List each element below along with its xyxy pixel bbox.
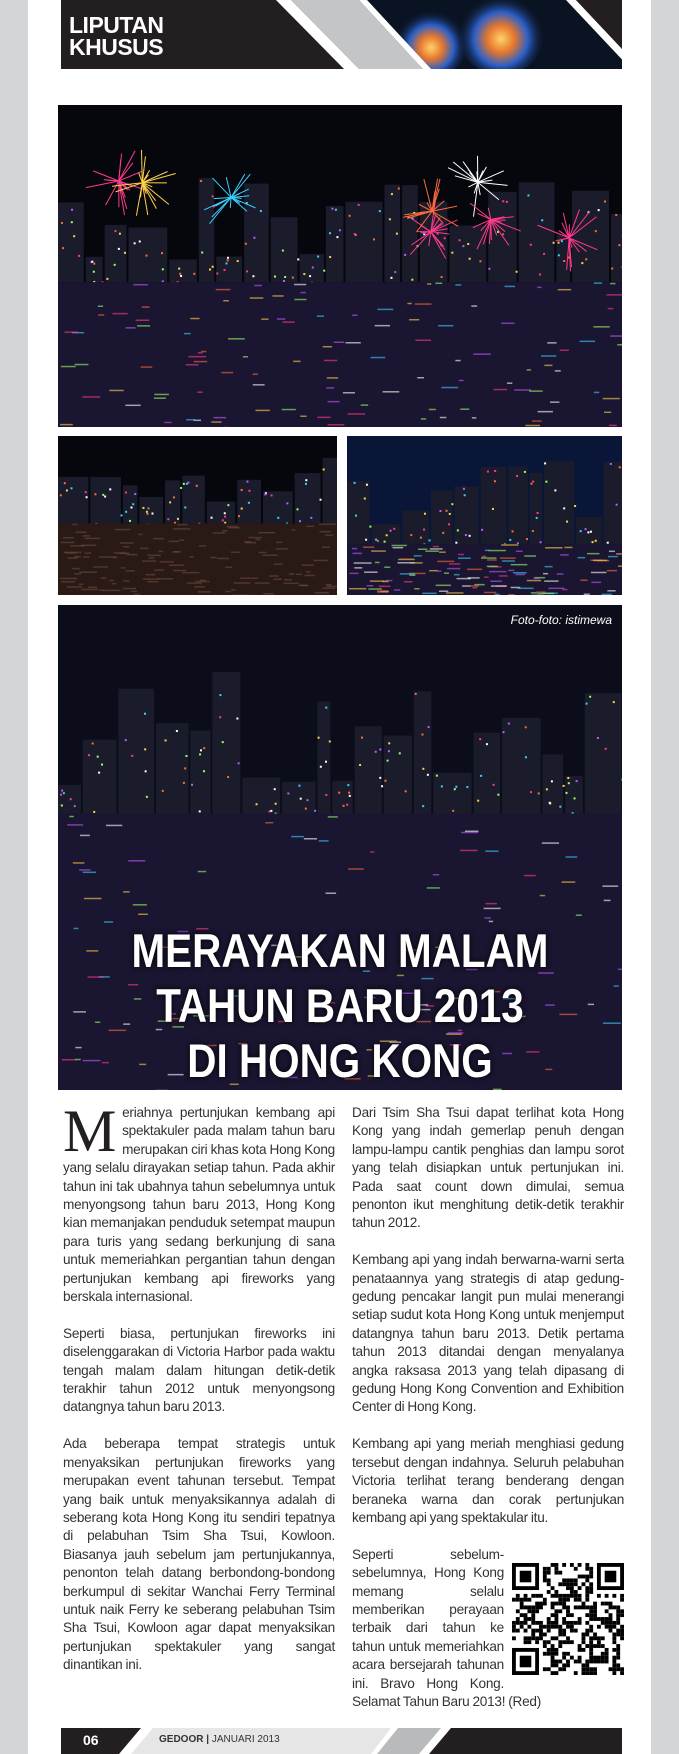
paragraph: Kembang api yang meriah menghiasi gedung tersebut dengan indahnya. Seluruh pelabuhan Victoria terlihat terang benderang dengan beraneka warna dan corak pertunjukan kembang api yang spektakular itu. bbox=[352, 1436, 624, 1525]
paragraph bbox=[63, 1098, 335, 1306]
headline-line: TAHUN BARU 2013 bbox=[156, 979, 524, 1032]
article-headline bbox=[97, 923, 582, 1088]
paragraph: Kembang api yang indah berwarna-warni serta penataannya yang strategis di atap gedung-gedung pencakar langit pun mulai menerangi setiap sudut kota Hong Kong untuk menjemput datangnya tahun baru 2013. Detik pertama tahun 2013 ditandai dengan menyalanya angka raksasa 2013 yang telah dipasang di gedung Hong Kong Convention and Exhibition Center di Hong Kong. bbox=[352, 1252, 624, 1415]
photo-fireworks-skyline bbox=[58, 105, 622, 427]
qr-code[interactable] bbox=[512, 1562, 624, 1676]
footer-magazine-issue bbox=[159, 1734, 280, 1745]
footer-graphic bbox=[61, 1728, 622, 1754]
page-footer bbox=[61, 1728, 622, 1754]
section-title-line: LIPUTAN bbox=[69, 12, 164, 38]
paragraph bbox=[352, 1546, 624, 1712]
photo-harbor bbox=[347, 436, 622, 595]
fireworks-image bbox=[58, 105, 622, 427]
magazine-page bbox=[28, 0, 651, 1754]
paragraph: Ada beberapa tempat strategis untuk menyaksikan pertunjukan fireworks yang merupakan event tahunan tersebut. Tempat yang baik untuk menyaksikannya adalah di seberang kota Hong Kong itu sendiri tepatnya di pelabuhan Tsim Sha Tsui, Kowloon. Biasanya jauh sebelum jam pertunjukannya, penonton telah datang berbondong-bondong berkumpul di sekitar Wanchai Ferry Terminal untuk naik Ferry ke seberang pelabuhan Tsim Sha Tsui, Kowloon agar dapat menyaksikan pertunjukan spektakuler yang sangat dinantikan ini. bbox=[63, 1436, 335, 1673]
magazine-name: GEDOOR bbox=[159, 1734, 204, 1745]
crowd-image bbox=[58, 436, 337, 595]
page-number: 06 bbox=[83, 1732, 99, 1748]
harbor-image bbox=[347, 436, 622, 595]
paragraph-text: eriahnya pertunjukan kembang api spektakuler pada malam tahun baru merupakan ciri khas kota Hong Kong yang selalu dirayakan setiap tahun. Pada akhir tahun ini tak ubahnya tahun sebelumnya untuk menyongsong tahun baru 2013, Hong Kong kian memanjakan penduduk setempat maupun para turis yang sedang berkunjung di sana untuk memeriahkan pergantian tahun dengan pertunjukan kembang api fireworks yang berskala internasional. bbox=[63, 1105, 335, 1305]
headline-line: DI HONG KONG bbox=[187, 1034, 493, 1087]
headline-line: MERAYAKAN MALAM bbox=[131, 924, 549, 977]
issue-date: JANUARI 2013 bbox=[211, 1734, 280, 1745]
paragraph: Seperti biasa, pertunjukan fireworks ini diselenggarakan di Victoria Harbor pada waktu tengah malam dalam hitungan detik-detik terakhir tahun 2012 untuk menyongsong datangnya tahun baru 2013. bbox=[63, 1325, 335, 1415]
paragraph-text: Dari Tsim Sha Tsui dapat terlihat kota Hong Kong yang indah gemerlap penuh dengan lampu-lampu cantik penghias dan lampu sorot yang telah disiapkan untuk pertunjukan ini. Pada saat count down dimulai, semua penonton ikut menghitung detik-detik terakhir tahun 2012. bbox=[352, 1105, 624, 1231]
drop-cap: M bbox=[63, 1098, 117, 1164]
section-title bbox=[69, 14, 163, 58]
photo-crowd bbox=[58, 436, 337, 595]
photo-hero-harbor bbox=[58, 605, 622, 1090]
photo-credit: Foto-foto: istimewa bbox=[510, 613, 612, 627]
paragraph-text: Seperti sebelum-sebelumnya, Hong Kong memang selalu memberikan perayaan terbaik dari tahun ke tahun untuk memeriahkan acara bersejarah tahunan ini. Bravo Hong Kong. Selamat Tahun Baru 2013! (Red) bbox=[352, 1546, 541, 1709]
article-body bbox=[63, 1098, 624, 1716]
separator: | bbox=[206, 1734, 210, 1745]
paragraph bbox=[352, 1104, 624, 1233]
section-title-line: KHUSUS bbox=[69, 34, 164, 60]
section-header-banner bbox=[61, 0, 622, 69]
